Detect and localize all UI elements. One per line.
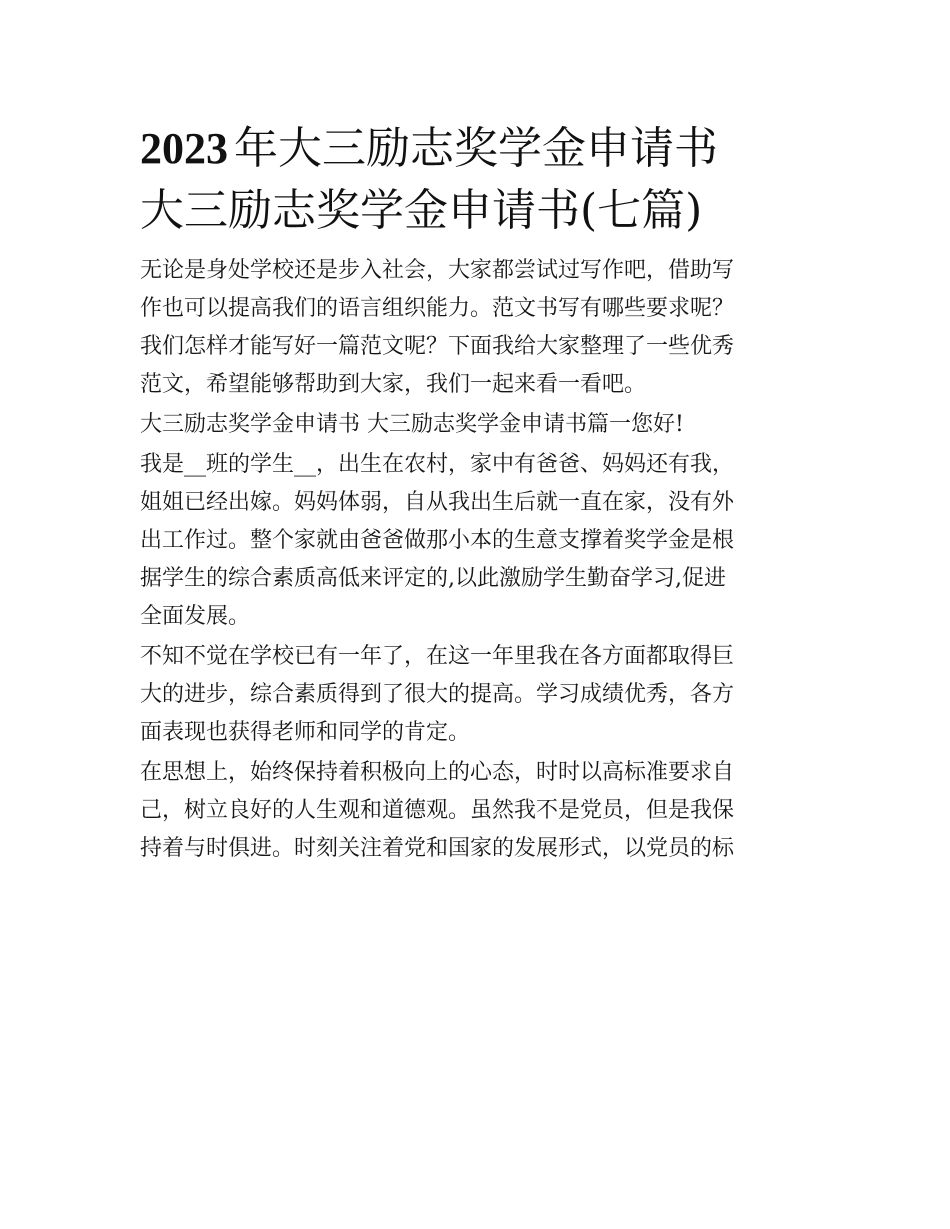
paragraph-line: 出工作过。整个家就由爸爸做那小本的生意支撑着奖学金是根	[140, 528, 735, 553]
paragraph-line: 我们怎样才能写好一篇范文呢？下面我给大家整理了一些优秀	[140, 334, 735, 359]
paragraph-line: 大三励志奖学金申请书 大三励志奖学金申请书篇一您好!	[140, 412, 684, 437]
paragraph-line: 我是__班的学生__，出生在农村，家中有爸爸、妈妈还有我，	[140, 452, 735, 477]
ideology-paragraph	[140, 754, 812, 868]
paragraph-line: 在思想上，始终保持着积极向上的心态，时时以高标准要求自	[140, 760, 735, 785]
paragraph-line: 据学生的综合素质高低来评定的,以此激励学生勤奋学习,促进	[140, 566, 726, 591]
paragraph-line: 姐姐已经出嫁。妈妈体弱，自从我出生后就一直在家，没有外	[140, 490, 735, 515]
document-title	[140, 118, 812, 242]
section-heading-paragraph	[140, 406, 812, 444]
title-year: 2023	[140, 124, 228, 173]
paragraph-line: 己，树立良好的人生观和道德观。虽然我不是党员，但是我保	[140, 798, 735, 823]
intro-paragraph	[140, 252, 812, 404]
paragraph-line: 无论是身处学校还是步入社会，大家都尝试过写作吧，借助写	[140, 258, 735, 283]
paragraph-line: 面表现也获得老师和同学的肯定。	[140, 720, 471, 745]
paragraph-line: 全面发展。	[140, 604, 251, 629]
background-paragraph	[140, 446, 812, 636]
document-page	[140, 118, 812, 870]
paragraph-line: 作也可以提高我们的语言组织能力。范文书写有哪些要求呢？	[140, 296, 735, 321]
paragraph-line: 大的进步，综合素质得到了很大的提高。学习成绩优秀，各方	[140, 682, 735, 707]
paragraph-line: 持着与时俱进。时刻关注着党和国家的发展形式，以党员的标	[140, 836, 735, 861]
title-line-2: 大三励志奖学金申请书(七篇)	[140, 185, 703, 236]
paragraph-line: 不知不觉在学校已有一年了，在这一年里我在各方面都取得巨	[140, 644, 735, 669]
title-line-1	[140, 118, 812, 180]
title-line-1-text: 年大三励志奖学金申请书	[234, 123, 718, 174]
progress-paragraph	[140, 638, 812, 752]
paragraph-line: 范文，希望能够帮助到大家，我们一起来看一看吧。	[140, 372, 647, 397]
